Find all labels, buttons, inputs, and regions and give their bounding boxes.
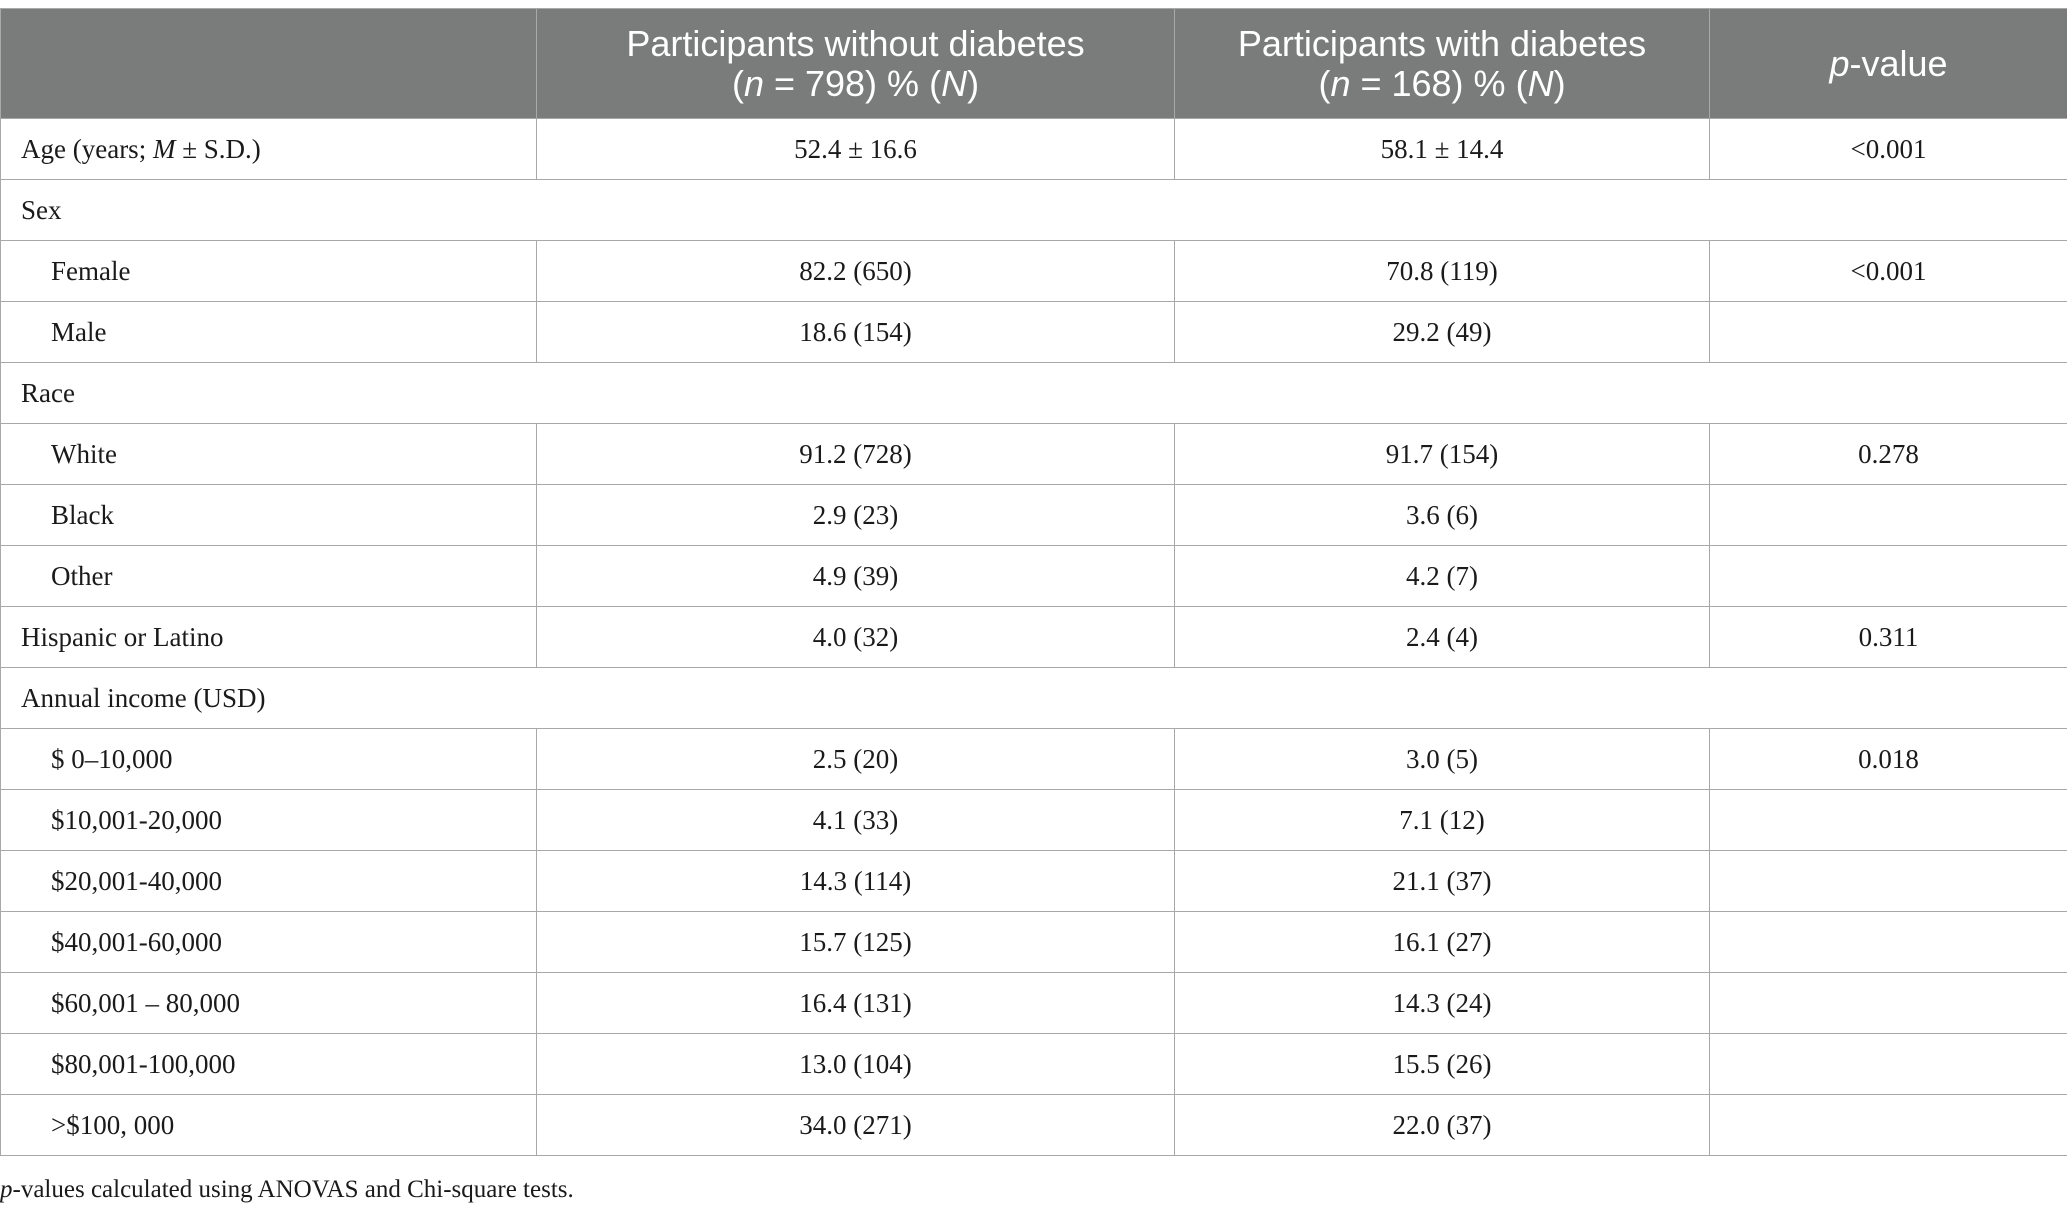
table-row-other	[1, 546, 2067, 607]
row-label-black: Black	[1, 485, 537, 546]
row-label-income-4: $40,001-60,000	[1, 912, 537, 973]
header-p-symbol: p	[1829, 42, 1850, 84]
header-with-paren-open: (	[1318, 62, 1331, 104]
cell-income-1-without: 2.5 (20)	[537, 729, 1175, 790]
age-label-prefix: Age (years;	[21, 133, 153, 164]
cell-other-with: 4.2 (7)	[1175, 546, 1710, 607]
cell-income-3-without: 14.3 (114)	[537, 851, 1175, 912]
row-label-income-7: >$100, 000	[1, 1095, 537, 1156]
cell-other-without: 4.9 (39)	[537, 546, 1175, 607]
cell-income-7-p	[1710, 1095, 2067, 1156]
cell-income-2-without: 4.1 (33)	[537, 790, 1175, 851]
header-without-paren-open: (	[731, 62, 744, 104]
table-row-white	[1, 424, 2067, 485]
cell-income-4-without: 15.7 (125)	[537, 912, 1175, 973]
row-label-male: Male	[1, 302, 537, 363]
row-label-income-6: $80,001-100,000	[1, 1034, 537, 1095]
table-row-age	[1, 119, 2067, 180]
cell-income-6-p	[1710, 1034, 2067, 1095]
cell-female-without: 82.2 (650)	[537, 241, 1175, 302]
header-p-value	[1710, 9, 2067, 119]
cell-black-with: 3.6 (6)	[1175, 485, 1710, 546]
demographics-table	[0, 8, 2067, 1156]
row-label-female: Female	[1, 241, 537, 302]
header-with-paren-close: )	[1553, 62, 1566, 104]
header-with-diabetes	[1175, 9, 1710, 119]
table-row-female	[1, 241, 2067, 302]
age-label-suffix: ± S.D.)	[175, 133, 261, 164]
cell-income-3-p	[1710, 851, 2067, 912]
header-row	[1, 9, 2067, 119]
header-without-n-symbol: n	[743, 62, 764, 104]
cell-black-without: 2.9 (23)	[537, 485, 1175, 546]
cell-income-4-with: 16.1 (27)	[1175, 912, 1710, 973]
row-label-income-5: $60,001 – 80,000	[1, 973, 537, 1034]
header-without-count: = 798) % (	[763, 62, 942, 104]
table-footnote	[0, 1176, 574, 1204]
cell-black-p	[1710, 485, 2067, 546]
cell-income-3-with: 21.1 (37)	[1175, 851, 1710, 912]
cell-income-7-without: 34.0 (271)	[537, 1095, 1175, 1156]
cell-white-without: 91.2 (728)	[537, 424, 1175, 485]
cell-hispanic-with: 2.4 (4)	[1175, 607, 1710, 668]
header-without-N-symbol: N	[941, 62, 968, 104]
cell-age-with: 58.1 ± 14.4	[1175, 119, 1710, 180]
demographics-table-container	[0, 8, 2067, 1156]
cell-female-p: <0.001	[1710, 241, 2067, 302]
table-header	[1, 9, 2067, 119]
cell-hispanic-without: 4.0 (32)	[537, 607, 1175, 668]
header-without-diabetes	[537, 9, 1175, 119]
table-row-income-1	[1, 729, 2067, 790]
table-row-income-5	[1, 973, 2067, 1034]
table-row-income-7	[1, 1095, 2067, 1156]
cell-other-p	[1710, 546, 2067, 607]
cell-income-1-with: 3.0 (5)	[1175, 729, 1710, 790]
header-with-count: = 168) % (	[1350, 62, 1528, 104]
cell-male-p	[1710, 302, 2067, 363]
section-label-race: Race	[1, 363, 2067, 424]
table-row-male	[1, 302, 2067, 363]
row-label-hispanic: Hispanic or Latino	[1, 607, 537, 668]
cell-white-with: 91.7 (154)	[1175, 424, 1710, 485]
header-p-rest: -value	[1849, 42, 1948, 84]
row-label-other: Other	[1, 546, 537, 607]
header-without-paren-close: )	[967, 62, 980, 104]
table-row-race-section	[1, 363, 2067, 424]
cell-age-p: <0.001	[1710, 119, 2067, 180]
table-row-income-4	[1, 912, 2067, 973]
cell-white-p: 0.278	[1710, 424, 2067, 485]
cell-income-2-p	[1710, 790, 2067, 851]
table-row-sex-section	[1, 180, 2067, 241]
footnote-p-symbol: p	[0, 1176, 13, 1203]
header-without-line1: Participants without diabetes	[626, 22, 1085, 64]
table-body	[1, 119, 2067, 1156]
table-row-hispanic	[1, 607, 2067, 668]
cell-male-without: 18.6 (154)	[537, 302, 1175, 363]
section-label-sex: Sex	[1, 180, 2067, 241]
cell-female-with: 70.8 (119)	[1175, 241, 1710, 302]
table-row-income-section	[1, 668, 2067, 729]
row-label-income-1: $ 0–10,000	[1, 729, 537, 790]
cell-income-7-with: 22.0 (37)	[1175, 1095, 1710, 1156]
table-row-income-6	[1, 1034, 2067, 1095]
cell-income-1-p: 0.018	[1710, 729, 2067, 790]
row-label-income-3: $20,001-40,000	[1, 851, 537, 912]
cell-income-2-with: 7.1 (12)	[1175, 790, 1710, 851]
cell-income-5-with: 14.3 (24)	[1175, 973, 1710, 1034]
cell-hispanic-p: 0.311	[1710, 607, 2067, 668]
row-label-age	[1, 119, 537, 180]
table-row-income-2	[1, 790, 2067, 851]
footnote-text: -values calculated using ANOVAS and Chi-square tests.	[12, 1176, 574, 1203]
cell-income-6-with: 15.5 (26)	[1175, 1034, 1710, 1095]
header-with-line1: Participants with diabetes	[1237, 22, 1647, 64]
cell-male-with: 29.2 (49)	[1175, 302, 1710, 363]
section-label-income: Annual income (USD)	[1, 668, 2067, 729]
cell-income-4-p	[1710, 912, 2067, 973]
row-label-white: White	[1, 424, 537, 485]
table-row-black	[1, 485, 2067, 546]
cell-age-without: 52.4 ± 16.6	[537, 119, 1175, 180]
cell-income-5-without: 16.4 (131)	[537, 973, 1175, 1034]
cell-income-6-without: 13.0 (104)	[537, 1034, 1175, 1095]
header-characteristic	[1, 9, 537, 119]
cell-income-5-p	[1710, 973, 2067, 1034]
table-row-income-3	[1, 851, 2067, 912]
age-label-M: M	[152, 133, 176, 164]
row-label-income-2: $10,001-20,000	[1, 790, 537, 851]
header-with-n-symbol: n	[1330, 62, 1351, 104]
header-with-N-symbol: N	[1527, 62, 1554, 104]
